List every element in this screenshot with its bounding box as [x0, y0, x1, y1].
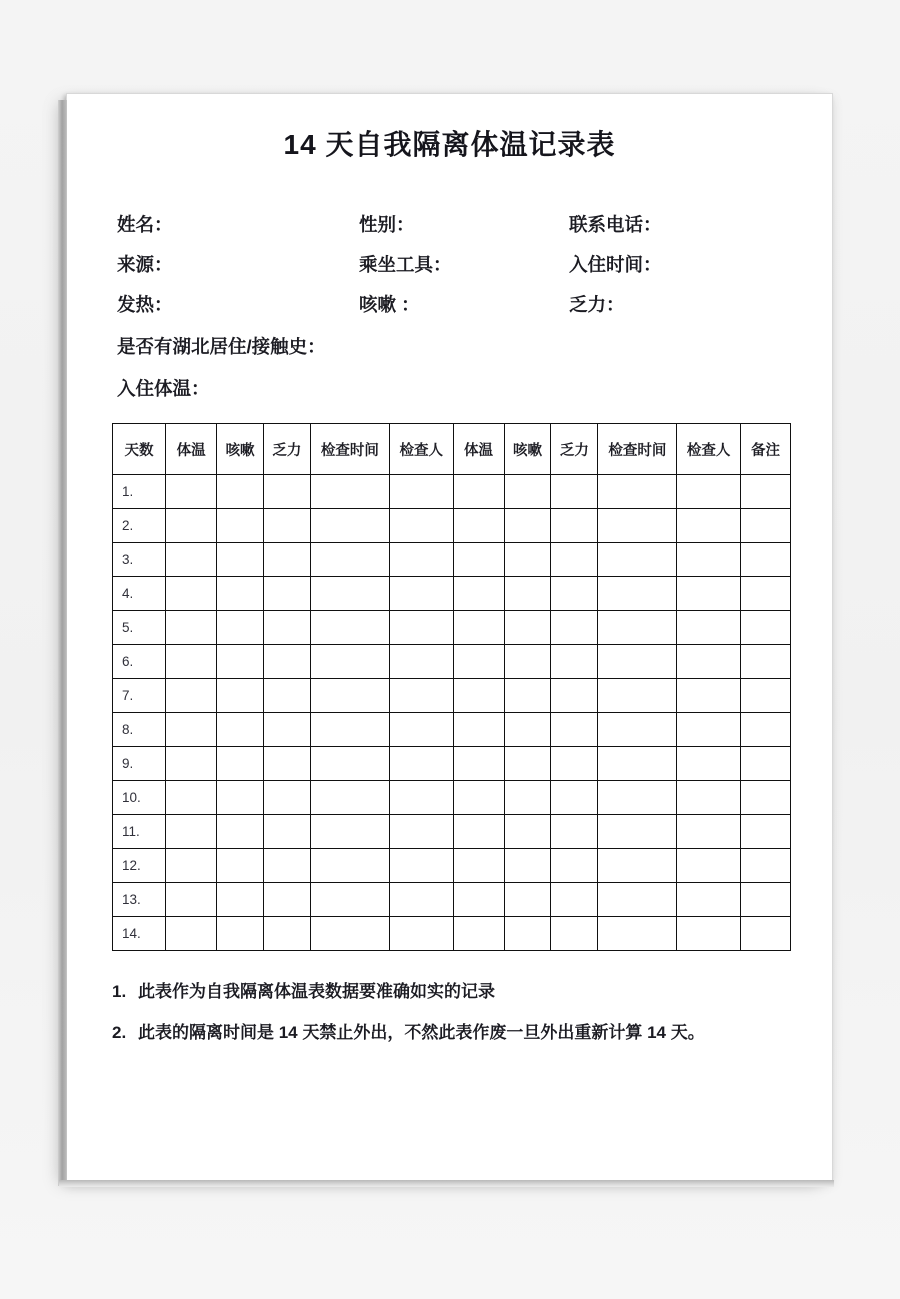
- temperature-record-table: [112, 423, 791, 951]
- record-input-cell[interactable]: [551, 713, 598, 747]
- day-number-cell: 8.: [113, 713, 166, 747]
- record-input-cell[interactable]: [310, 577, 389, 611]
- record-input-cell[interactable]: [390, 543, 454, 577]
- record-input-cell[interactable]: [453, 815, 504, 849]
- record-input-cell[interactable]: [310, 679, 389, 713]
- record-input-cell[interactable]: [740, 611, 790, 645]
- page-left-edge-shadow: [58, 100, 67, 1186]
- record-input-cell[interactable]: [551, 815, 598, 849]
- record-input-cell[interactable]: [217, 883, 264, 917]
- record-input-cell[interactable]: [504, 883, 551, 917]
- record-input-cell[interactable]: [453, 679, 504, 713]
- record-input-cell[interactable]: [166, 747, 217, 781]
- record-input-cell[interactable]: [453, 917, 504, 951]
- record-input-cell[interactable]: [740, 713, 790, 747]
- record-input-cell[interactable]: [264, 611, 311, 645]
- record-input-cell[interactable]: [310, 849, 389, 883]
- record-input-cell[interactable]: [740, 509, 790, 543]
- record-input-cell[interactable]: [166, 883, 217, 917]
- record-input-cell[interactable]: [551, 781, 598, 815]
- day-number-cell: 11.: [113, 815, 166, 849]
- record-input-cell[interactable]: [504, 475, 551, 509]
- column-header-remarks: 备注: [740, 424, 790, 475]
- field-label-phone: 联系电话：: [569, 214, 662, 235]
- record-input-cell[interactable]: [677, 917, 741, 951]
- record-input-cell[interactable]: [598, 781, 677, 815]
- record-input-cell[interactable]: [453, 509, 504, 543]
- record-input-cell[interactable]: [390, 781, 454, 815]
- record-input-cell[interactable]: [390, 475, 454, 509]
- record-input-cell[interactable]: [264, 883, 311, 917]
- field-label-gender: 性别：: [359, 214, 415, 235]
- record-input-cell[interactable]: [598, 645, 677, 679]
- record-input-cell[interactable]: [598, 747, 677, 781]
- record-input-cell[interactable]: [217, 645, 264, 679]
- field-label-hubei-history: 是否有湖北居住/接触史：: [117, 336, 326, 357]
- page-title: 14 天自我隔离体温记录表: [283, 129, 616, 160]
- column-header-temp-pm: 体温: [453, 424, 504, 475]
- record-input-cell[interactable]: [166, 645, 217, 679]
- record-input-cell[interactable]: [310, 645, 389, 679]
- record-input-cell[interactable]: [264, 509, 311, 543]
- form-row-symptoms: [67, 291, 832, 317]
- record-input-cell[interactable]: [166, 781, 217, 815]
- record-input-cell[interactable]: [598, 679, 677, 713]
- day-number-cell: 14.: [113, 917, 166, 951]
- day-number-cell: 1.: [113, 475, 166, 509]
- form-row-identity: [67, 211, 832, 237]
- record-input-cell[interactable]: [740, 577, 790, 611]
- record-input-cell[interactable]: [598, 815, 677, 849]
- page-bottom-edge-shadow: [59, 1180, 834, 1187]
- record-input-cell[interactable]: [677, 781, 741, 815]
- record-input-cell[interactable]: [598, 543, 677, 577]
- record-input-cell[interactable]: [677, 849, 741, 883]
- record-input-cell[interactable]: [453, 475, 504, 509]
- record-input-cell[interactable]: [551, 917, 598, 951]
- record-input-cell[interactable]: [598, 713, 677, 747]
- record-input-cell[interactable]: [504, 781, 551, 815]
- record-input-cell[interactable]: [217, 815, 264, 849]
- record-input-cell[interactable]: [166, 611, 217, 645]
- record-input-cell[interactable]: [453, 747, 504, 781]
- record-input-cell[interactable]: [310, 475, 389, 509]
- field-label-fever: 发热：: [117, 294, 173, 315]
- record-input-cell[interactable]: [310, 781, 389, 815]
- table-row: [113, 747, 791, 781]
- field-label-fatigue: 乏力：: [569, 294, 625, 315]
- table-row: [113, 883, 791, 917]
- record-input-cell[interactable]: [551, 679, 598, 713]
- column-header-fatigue-pm: 乏力: [551, 424, 598, 475]
- field-label-origin: 来源：: [117, 254, 173, 275]
- record-input-cell[interactable]: [166, 509, 217, 543]
- record-input-cell[interactable]: [598, 849, 677, 883]
- note-number: 2.: [112, 1023, 127, 1042]
- day-number-cell: 2.: [113, 509, 166, 543]
- field-label-checkin-temperature: 入住体温：: [117, 378, 210, 399]
- record-input-cell[interactable]: [551, 509, 598, 543]
- day-number-cell: 3.: [113, 543, 166, 577]
- record-input-cell[interactable]: [264, 917, 311, 951]
- record-input-cell[interactable]: [217, 713, 264, 747]
- record-input-cell[interactable]: [598, 611, 677, 645]
- column-header-day: 天数: [113, 424, 166, 475]
- record-input-cell[interactable]: [310, 713, 389, 747]
- record-input-cell[interactable]: [677, 713, 741, 747]
- document-page: [66, 93, 833, 1181]
- record-input-cell[interactable]: [677, 815, 741, 849]
- record-input-cell[interactable]: [390, 679, 454, 713]
- record-input-cell[interactable]: [504, 747, 551, 781]
- column-header-temp-am: 体温: [166, 424, 217, 475]
- record-input-cell[interactable]: [310, 543, 389, 577]
- day-number-cell: 13.: [113, 883, 166, 917]
- table-row: [113, 611, 791, 645]
- record-input-cell[interactable]: [166, 577, 217, 611]
- record-input-cell[interactable]: [264, 543, 311, 577]
- table-row: [113, 475, 791, 509]
- record-input-cell[interactable]: [217, 543, 264, 577]
- note-text: 此表作为自我隔离体温表数据要准确如实的记录: [138, 982, 495, 1001]
- record-input-cell[interactable]: [551, 645, 598, 679]
- record-input-cell[interactable]: [390, 577, 454, 611]
- record-input-cell[interactable]: [390, 815, 454, 849]
- table-row: [113, 781, 791, 815]
- column-header-fatigue-am: 乏力: [264, 424, 311, 475]
- day-number-cell: 10.: [113, 781, 166, 815]
- record-input-cell[interactable]: [217, 577, 264, 611]
- record-input-cell[interactable]: [740, 781, 790, 815]
- record-input-cell[interactable]: [677, 509, 741, 543]
- table-row: [113, 917, 791, 951]
- record-input-cell[interactable]: [740, 747, 790, 781]
- record-input-cell[interactable]: [504, 645, 551, 679]
- record-input-cell[interactable]: [740, 543, 790, 577]
- record-input-cell[interactable]: [551, 849, 598, 883]
- record-input-cell[interactable]: [217, 747, 264, 781]
- record-input-cell[interactable]: [310, 883, 389, 917]
- record-input-cell[interactable]: [166, 713, 217, 747]
- record-input-cell[interactable]: [551, 475, 598, 509]
- record-input-cell[interactable]: [390, 611, 454, 645]
- record-input-cell[interactable]: [390, 849, 454, 883]
- record-input-cell[interactable]: [453, 713, 504, 747]
- record-input-cell[interactable]: [390, 645, 454, 679]
- record-input-cell[interactable]: [390, 509, 454, 543]
- day-number-cell: 9.: [113, 747, 166, 781]
- record-input-cell[interactable]: [166, 917, 217, 951]
- record-input-cell[interactable]: [551, 577, 598, 611]
- record-input-cell[interactable]: [310, 917, 389, 951]
- record-input-cell[interactable]: [264, 713, 311, 747]
- record-input-cell[interactable]: [217, 849, 264, 883]
- record-input-cell[interactable]: [677, 577, 741, 611]
- record-input-cell[interactable]: [598, 509, 677, 543]
- column-header-checker-am: 检查人: [390, 424, 454, 475]
- column-header-checker-pm: 检查人: [677, 424, 741, 475]
- record-input-cell[interactable]: [390, 883, 454, 917]
- record-input-cell[interactable]: [217, 611, 264, 645]
- record-input-cell[interactable]: [264, 475, 311, 509]
- record-input-cell[interactable]: [677, 645, 741, 679]
- record-input-cell[interactable]: [310, 815, 389, 849]
- record-input-cell[interactable]: [677, 611, 741, 645]
- column-header-cough-pm: 咳嗽: [504, 424, 551, 475]
- field-label-checkin-time: 入住时间：: [569, 254, 662, 275]
- note-number: 1.: [112, 982, 127, 1001]
- record-input-cell[interactable]: [217, 475, 264, 509]
- record-input-cell[interactable]: [740, 883, 790, 917]
- column-header-cough-am: 咳嗽: [217, 424, 264, 475]
- table-row: [113, 509, 791, 543]
- form-row-travel: [67, 251, 832, 277]
- table-row: [113, 645, 791, 679]
- record-input-cell[interactable]: [598, 577, 677, 611]
- record-input-cell[interactable]: [310, 509, 389, 543]
- table-row: [113, 713, 791, 747]
- record-input-cell[interactable]: [166, 475, 217, 509]
- record-input-cell[interactable]: [264, 577, 311, 611]
- record-input-cell[interactable]: [453, 611, 504, 645]
- record-input-cell[interactable]: [504, 543, 551, 577]
- record-input-cell[interactable]: [551, 883, 598, 917]
- form-row-hubei-history: [67, 333, 832, 359]
- record-input-cell[interactable]: [504, 917, 551, 951]
- record-input-cell[interactable]: [453, 577, 504, 611]
- day-number-cell: 4.: [113, 577, 166, 611]
- record-input-cell[interactable]: [217, 917, 264, 951]
- record-input-cell[interactable]: [551, 747, 598, 781]
- record-input-cell[interactable]: [166, 679, 217, 713]
- table-row: [113, 543, 791, 577]
- record-input-cell[interactable]: [217, 781, 264, 815]
- record-input-cell[interactable]: [453, 883, 504, 917]
- note-item: [112, 971, 794, 1012]
- record-input-cell[interactable]: [677, 543, 741, 577]
- record-input-cell[interactable]: [504, 509, 551, 543]
- record-input-cell[interactable]: [598, 475, 677, 509]
- record-input-cell[interactable]: [504, 713, 551, 747]
- record-input-cell[interactable]: [551, 611, 598, 645]
- record-input-cell[interactable]: [504, 577, 551, 611]
- table-row: [113, 849, 791, 883]
- column-header-time-pm: 检查时间: [598, 424, 677, 475]
- record-input-cell[interactable]: [264, 815, 311, 849]
- record-input-cell[interactable]: [740, 645, 790, 679]
- record-input-cell[interactable]: [551, 543, 598, 577]
- record-input-cell[interactable]: [504, 849, 551, 883]
- table-row: [113, 577, 791, 611]
- record-input-cell[interactable]: [264, 645, 311, 679]
- form-row-checkin-temperature: [67, 375, 832, 401]
- record-input-cell[interactable]: [740, 475, 790, 509]
- record-input-cell[interactable]: [740, 917, 790, 951]
- record-input-cell[interactable]: [453, 645, 504, 679]
- record-input-cell[interactable]: [677, 475, 741, 509]
- record-input-cell[interactable]: [453, 849, 504, 883]
- record-input-cell[interactable]: [390, 917, 454, 951]
- record-input-cell[interactable]: [390, 747, 454, 781]
- day-number-cell: 6.: [113, 645, 166, 679]
- record-input-cell[interactable]: [264, 781, 311, 815]
- record-input-cell[interactable]: [264, 747, 311, 781]
- record-input-cell[interactable]: [264, 679, 311, 713]
- record-input-cell[interactable]: [677, 747, 741, 781]
- day-number-cell: 12.: [113, 849, 166, 883]
- record-input-cell[interactable]: [166, 849, 217, 883]
- record-input-cell[interactable]: [598, 883, 677, 917]
- record-input-cell[interactable]: [740, 849, 790, 883]
- table-row: [113, 679, 791, 713]
- record-input-cell[interactable]: [504, 611, 551, 645]
- field-label-transport: 乘坐工具：: [359, 254, 452, 275]
- note-item: [112, 1012, 794, 1053]
- record-input-cell[interactable]: [740, 679, 790, 713]
- record-input-cell[interactable]: [504, 815, 551, 849]
- day-number-cell: 5.: [113, 611, 166, 645]
- record-input-cell[interactable]: [310, 747, 389, 781]
- record-input-cell[interactable]: [740, 815, 790, 849]
- table-header-row: [113, 424, 791, 475]
- record-input-cell[interactable]: [677, 883, 741, 917]
- record-input-cell[interactable]: [310, 611, 389, 645]
- record-input-cell[interactable]: [453, 543, 504, 577]
- column-header-time-am: 检查时间: [310, 424, 389, 475]
- record-input-cell[interactable]: [217, 509, 264, 543]
- field-label-name: 姓名：: [117, 214, 173, 235]
- record-input-cell[interactable]: [166, 815, 217, 849]
- record-input-cell[interactable]: [453, 781, 504, 815]
- table-row: [113, 815, 791, 849]
- notes-block: [112, 971, 794, 1053]
- record-input-cell[interactable]: [264, 849, 311, 883]
- record-input-cell[interactable]: [390, 713, 454, 747]
- field-label-cough: 咳嗽 ：: [359, 294, 420, 315]
- note-text: 此表的隔离时间是 14 天禁止外出，不然此表作废一旦外出重新计算 14 天。: [138, 1023, 705, 1042]
- record-input-cell[interactable]: [166, 543, 217, 577]
- record-input-cell[interactable]: [217, 679, 264, 713]
- record-input-cell[interactable]: [677, 679, 741, 713]
- day-number-cell: 7.: [113, 679, 166, 713]
- record-input-cell[interactable]: [504, 679, 551, 713]
- record-input-cell[interactable]: [598, 917, 677, 951]
